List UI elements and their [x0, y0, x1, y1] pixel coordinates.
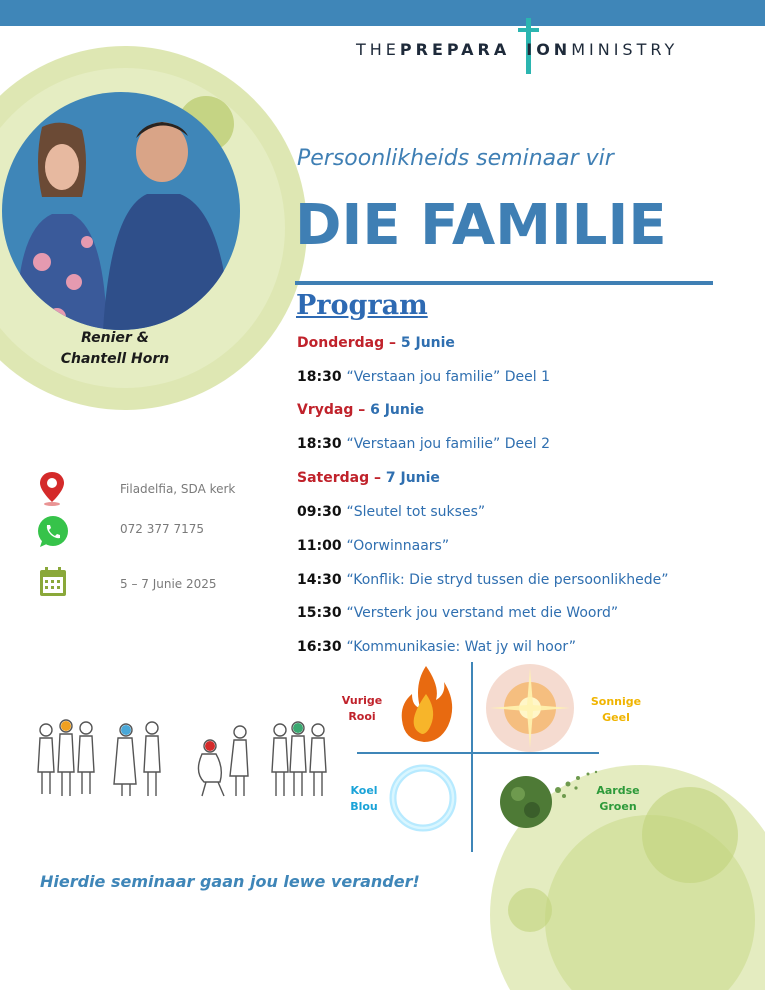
- item-time: 11:00: [297, 538, 347, 554]
- speaker-names: [40, 328, 190, 370]
- schedule-item: [297, 369, 550, 385]
- schedule-item: [297, 538, 449, 554]
- green-line2: Groen: [599, 800, 637, 813]
- blue-line1: Koel: [350, 784, 378, 797]
- brand-bold: PREPARA: [399, 40, 511, 59]
- ministry-logo: [356, 40, 678, 59]
- item-time: 15:30: [297, 605, 347, 621]
- schedule-day: [297, 335, 455, 351]
- brand-post: MINISTRY: [571, 40, 679, 59]
- item-talk: “Versterk jou verstand met die Woord”: [346, 605, 619, 621]
- water-ring-icon: [385, 760, 461, 836]
- fire-icon: [396, 664, 456, 744]
- yellow-line1: Sonnige: [590, 695, 642, 708]
- blue-line2: Blou: [350, 800, 378, 813]
- item-talk: “Konflik: Die stryd tussen die persoonlikhede”: [346, 572, 669, 588]
- schedule-item: [297, 639, 576, 655]
- location-pin-icon: [32, 468, 72, 508]
- schedule-item: [297, 436, 550, 452]
- speaker-names-line2: Chantell Horn: [60, 351, 170, 367]
- item-talk: “Verstaan jou familie” Deel 1: [346, 369, 550, 385]
- item-time: 16:30: [297, 639, 347, 655]
- footer-tagline: Hierdie seminaar gaan jou lewe verander!: [40, 872, 420, 891]
- schedule-item: [297, 605, 618, 621]
- schedule-item: [297, 504, 485, 520]
- item-time: 18:30: [297, 436, 347, 452]
- red-line2: Rooi: [348, 710, 376, 723]
- quadrant-label-green: [592, 783, 644, 815]
- page-title: DIE FAMILIE: [295, 193, 667, 258]
- speakers-photo: [2, 92, 240, 330]
- item-talk: “Kommunikasie: Wat jy wil hoor”: [346, 639, 576, 655]
- item-time: 14:30: [297, 572, 347, 588]
- top-banner: [0, 0, 765, 26]
- day-date: 6 Junie: [370, 402, 425, 418]
- yellow-line2: Geel: [602, 711, 630, 724]
- location-text: Filadelfia, SDA kerk: [120, 482, 236, 496]
- quadrant-label-red: [340, 693, 384, 725]
- item-talk: “Verstaan jou familie” Deel 2: [346, 436, 550, 452]
- phone-text: 072 377 7175: [120, 522, 204, 536]
- item-time: 18:30: [297, 369, 347, 385]
- green-line1: Aardse: [596, 784, 640, 797]
- family-sketches-illustration: [34, 712, 334, 802]
- item-talk: “Oorwinnaars”: [346, 538, 450, 554]
- day-name: Vrydag –: [297, 402, 371, 418]
- dates-text: 5 – 7 Junie 2025: [120, 577, 217, 591]
- calendar-icon: [32, 562, 72, 602]
- man-figure: [102, 112, 232, 330]
- speaker-names-line1: Renier &: [81, 330, 149, 346]
- day-date: 7 Junie: [385, 470, 440, 486]
- sun-icon: [482, 660, 578, 756]
- day-name: Saterdag –: [297, 470, 386, 486]
- quadrant-label-blue: [344, 783, 384, 815]
- brand-pre: THE: [356, 40, 400, 59]
- brand-mid: ION: [526, 40, 572, 59]
- woman-figure: [12, 122, 112, 330]
- seminar-subtitle: Persoonlikheids seminaar vir: [297, 146, 614, 171]
- quadrant-vertical-axis: [471, 662, 473, 852]
- item-time: 09:30: [297, 504, 347, 520]
- cross-logo-bar: [518, 28, 539, 32]
- day-date: 5 Junie: [400, 335, 455, 351]
- schedule-day: [297, 402, 424, 418]
- title-divider: [295, 281, 713, 285]
- whatsapp-icon: [32, 512, 72, 552]
- program-heading: Program: [296, 290, 428, 321]
- red-line1: Vurige: [341, 694, 383, 707]
- schedule-item: [297, 572, 668, 588]
- day-name: Donderdag –: [297, 335, 401, 351]
- item-talk: “Sleutel tot sukses”: [346, 504, 486, 520]
- quadrant-label-yellow: [588, 694, 644, 726]
- schedule-day: [297, 470, 440, 486]
